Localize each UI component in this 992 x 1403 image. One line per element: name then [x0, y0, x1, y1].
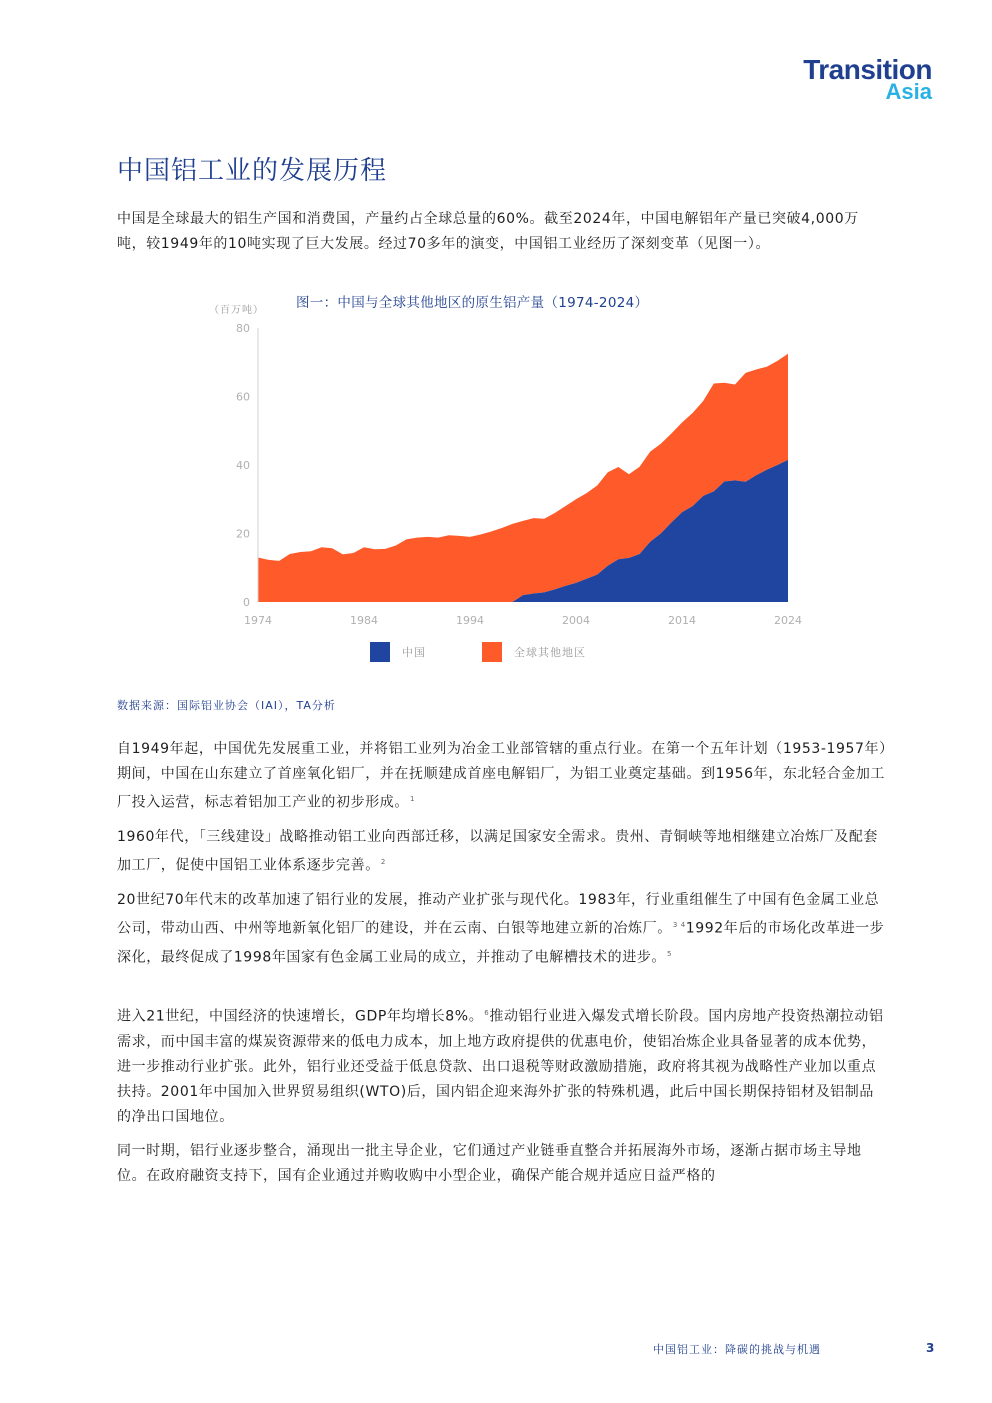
paragraph-text: 1992年后的市场化改革进一步深化，最终促成了1998年国家有色金属工业局的成立，并推动了电解槽技术的进步。	[117, 920, 885, 966]
legend-item-rest-of-world	[482, 642, 586, 662]
paragraph-text: 1960年代，「三线建设」战略推动铝工业向西部迁移，以满足国家安全需求。贵州、青铜峡等地相继建立冶炼厂及配套加工厂，促使中国铝工业体系逐步完善。	[117, 829, 879, 874]
chart-title: 图一：中国与全球其他地区的原生铝产量（1974-2024）	[296, 295, 649, 311]
legend-item-china	[370, 642, 426, 662]
body-paragraph-1960s	[117, 825, 887, 879]
y-tick-label: 80	[236, 322, 250, 335]
x-tick-label: 2004	[562, 614, 590, 627]
legend-swatch-china	[370, 642, 390, 662]
chart-source-note: 数据来源：国际铝业协会（IAI），TA分析	[117, 699, 336, 712]
production-area-chart	[0, 0, 992, 700]
x-tick-label: 1994	[456, 614, 484, 627]
chart-unit-label: （百万吨）	[209, 305, 264, 316]
paragraph-text: 20世纪70年代末的改革加速了铝行业的发展，推动产业扩张与现代化。1983年，行业重组催生了中国有色金属工业总公司，带动山西、中州等地新氧化铝厂的建设，并在云南、白银等地建立新的冶炼厂。	[117, 892, 880, 937]
intro-paragraph: 中国是全球最大的铝生产国和消费国，产量约占全球总量的60%。截至2024年，中国电解铝年产量已突破4,000万吨，较1949年的10吨实现了巨大发展。经过70多年的演变，中国铝工业经历了深刻变革（见图一）。	[117, 211, 859, 252]
x-tick-label: 2024	[774, 614, 802, 627]
x-tick-label: 1974	[244, 614, 272, 627]
paragraph-text: 推动铝行业进入爆发式增长阶段。国内房地产投资热潮拉动铝需求，而中国丰富的煤炭资源带来的低电力成本，加上地方政府提供的优惠电价，使铝冶炼企业具备显著的成本优势，进一步推动行业扩张。此外，铝行业还受益于低息贷款、出口退税等财政激励措施，政府将其视为战略性产业加以重点扶持。2001年中国加入世界贸易组织(WTO)后，国内铝企迎来海外扩张的特殊机遇，此后中国长期保持铝材及铝制品的净出口国地位。	[117, 1008, 884, 1125]
paragraph-text: 进入21世纪，中国经济的快速增长，GDP年均增长8%。	[117, 1008, 484, 1025]
legend-swatch-rest-of-world	[482, 642, 502, 662]
x-tick-label: 1984	[350, 614, 378, 627]
body-paragraph-consolidation	[117, 1139, 887, 1189]
footnote-ref: 6	[484, 1009, 490, 1017]
page-title: 中国铝工业的发展历程	[117, 156, 388, 186]
footnote-ref: 5	[667, 949, 673, 958]
y-tick-label: 20	[236, 527, 250, 541]
y-tick-label: 0	[243, 596, 250, 609]
y-tick-label: 60	[236, 390, 250, 404]
body-paragraph-reform	[117, 888, 887, 970]
y-tick-label: 40	[236, 459, 250, 472]
legend-label-rest-of-world: 全球其他地区	[514, 646, 586, 659]
page-number: 3	[926, 1341, 935, 1355]
legend-label-china: 中国	[402, 646, 426, 659]
x-tick-label: 2014	[668, 614, 696, 627]
body-paragraph-1950s	[117, 737, 887, 816]
paragraph-text: 同一时期，铝行业逐步整合，涌现出一批主导企业，它们通过产业链垂直整合并拓展海外市场，逐渐占据市场主导地位。在政府融资支持下，国有企业通过并购收购中小型企业，确保产能合规并适应日益严格的	[117, 1143, 862, 1184]
logo-wordmark-transition: Transition	[803, 54, 932, 85]
footnote-ref: 1	[410, 795, 416, 803]
footnote-ref: 2	[380, 858, 386, 866]
footnote-ref: 3 4	[672, 921, 686, 929]
body-paragraph-21st-century	[117, 1001, 887, 1130]
paragraph-text: 自1949年起，中国优先发展重工业，并将铝工业列为冶金工业部管辖的重点行业。在第一个五年计划（1953-1957年）期间，中国在山东建立了首座氧化铝厂，并在抚顺建成首座电解铝厂，为铝工业奠定基础。到1956年，东北轻合金加工厂投入运营，标志着铝加工产业的初步形成。	[117, 741, 887, 811]
footer-report-title: 中国铝工业：降碳的挑战与机遇	[653, 1343, 821, 1356]
logo-wordmark-asia: Asia	[885, 79, 932, 104]
